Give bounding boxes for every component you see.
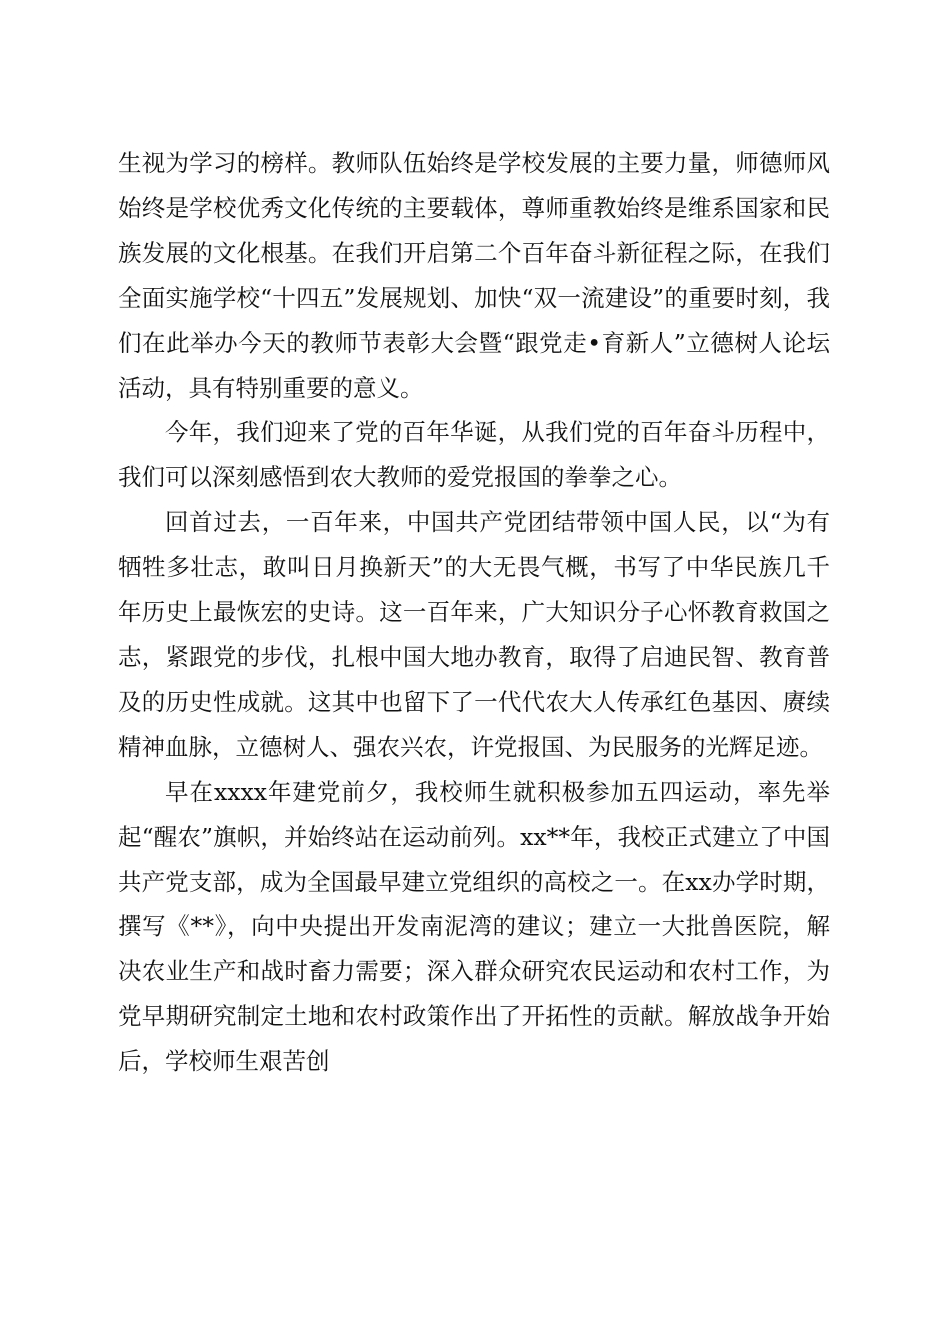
- paragraph-looking-back: 回首过去，一百年来，中国共产党团结带领中国人民，以“为有牺牲多壮志，敢叫日月换新天”的大无畏气概，书写了中华民族几千年历史上最恢宏的史诗。这一百年来，广大知识分子心怀教育救国之志，紧跟党的步伐，扎根中国大地办教育，取得了启迪民智、教育普及的历史性成就。这其中也留下了一代代农大人传承红色基因、赓续精神血脉，立德树人、强农兴农，许党报国、为民服务的光辉足迹。: [118, 508, 830, 761]
- paragraph-school-history: 早在xxxx年建党前夕，我校师生就积极参加五四运动，率先举起“醒农”旗帜，并始终站在运动前列。xx**年，我校正式建立了中国共产党支部，成为全国最早建立党组织的高校之一。在xx办学时期，撰写《**》，向中央提出开发南泥湾的建议；建立一大批兽医院，解决农业生产和战时畜力需要；深入群众研究农民运动和农村工作，为党早期研究制定土地和农村政策作出了开拓性的贡献。解放战争开始后，学校师生艰苦创: [118, 777, 830, 1076]
- paragraph-party-centenary: 今年，我们迎来了党的百年华诞，从我们党的百年奋斗历程中，我们可以深刻感悟到农大教师的爱党报国的拳拳之心。: [118, 418, 830, 492]
- paragraph-continuation: 生视为学习的榜样。教师队伍始终是学校发展的主要力量，师德师风始终是学校优秀文化传统的主要载体，尊师重教始终是维系国家和民族发展的文化根基。在我们开启第二个百年奋斗新征程之际，在我们全面实施学校“十四五”发展规划、加快“双一流建设”的重要时刻，我们在此举办今天的教师节表彰大会暨“跟党走•育新人”立德树人论坛活动，具有特别重要的意义。: [118, 149, 830, 402]
- document-page: [118, 141, 830, 1084]
